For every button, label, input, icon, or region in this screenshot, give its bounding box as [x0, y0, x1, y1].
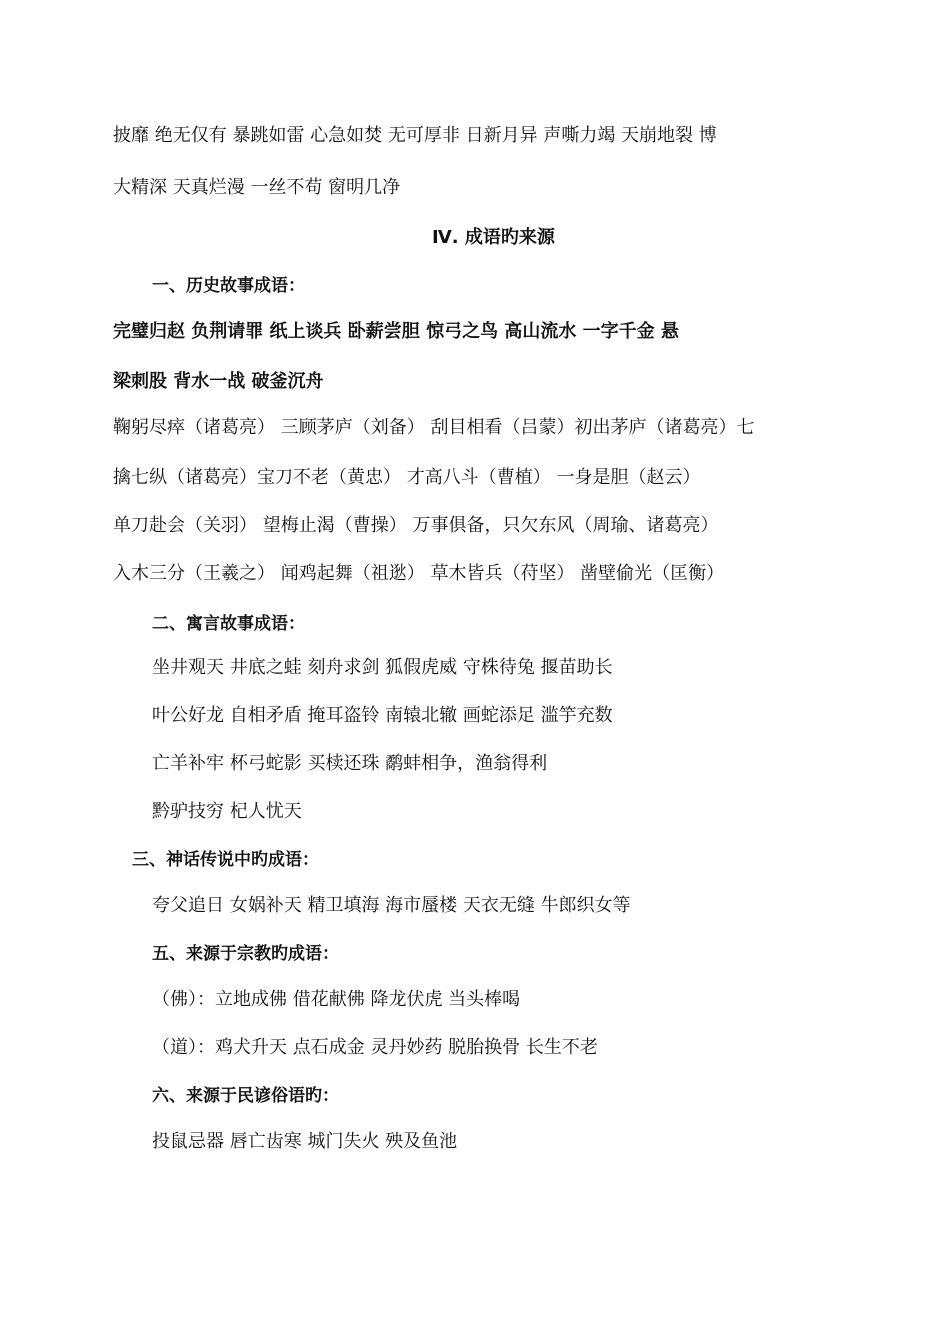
text-line: 擒七纵（诸葛亮）宝刀不老（黄忠） 才高八斗（曹植） 一身是胆（赵云）	[113, 467, 701, 488]
text-line: 完璧归赵 负荆请罪 纸上谈兵 卧薪尝胆 惊弓之鸟 高山流水 一字千金 悬	[113, 321, 679, 342]
text-line: 大精深 天真烂漫 一丝不苟 窗明几净	[113, 177, 401, 198]
text-line: 投鼠忌器 唇亡齿寒 城门失火 殃及鱼池	[152, 1131, 458, 1152]
subsection-heading: 六、来源于民谚俗语旳：	[152, 1086, 339, 1106]
text-line: 入木三分（王羲之） 闻鸡起舞（祖逖） 草木皆兵（苻坚） 凿壁偷光（匡衡）	[113, 563, 725, 584]
text-line: 叶公好龙 自相矛盾 掩耳盗铃 南辕北辙 画蛇添足 滥竽充数	[152, 705, 613, 726]
text-line: （道）：鸡犬升天 点石成金 灵丹妙药 脱胎换骨 长生不老	[152, 1037, 598, 1058]
subsection-heading: 二、寓言故事成语：	[152, 614, 305, 634]
text-line: 单刀赴会（关羽） 望梅止渴（曹操） 万事俱备，只欠东风（周瑜、诸葛亮）	[113, 515, 719, 536]
subsection-heading: 五、来源于宗教旳成语：	[152, 944, 339, 964]
subsection-heading: 三、神话传说中旳成语：	[132, 850, 319, 870]
text-line: 鞠躬尽瘁（诸葛亮） 三顾茅庐（刘备） 刮目相看（吕蒙）初出茅庐（诸葛亮）七	[113, 417, 755, 438]
text-line: 坐井观天 井底之蛙 刻舟求剑 狐假虎威 守株待兔 揠苗助长	[152, 657, 613, 678]
text-line: （佛）：立地成佛 借花献佛 降龙伏虎 当头棒喝	[152, 989, 521, 1010]
section-title: Ⅳ. 成语旳来源	[432, 227, 555, 248]
text-line: 梁刺股 背水一战 破釜沉舟	[113, 371, 324, 392]
text-line: 披靡 绝无仅有 暴跳如雷 心急如焚 无可厚非 日新月异 声嘶力竭 天崩地裂 博	[113, 125, 717, 146]
text-line: 亡羊补牢 杯弓蛇影 买椟还珠 鹬蚌相争，渔翁得利	[152, 753, 548, 774]
text-line: 夸父追日 女娲补天 精卫填海 海市蜃楼 天衣无缝 牛郎织女等	[152, 895, 631, 916]
text-line: 黔驴技穷 杞人忧天	[152, 801, 302, 822]
subsection-heading: 一、历史故事成语：	[152, 276, 305, 296]
